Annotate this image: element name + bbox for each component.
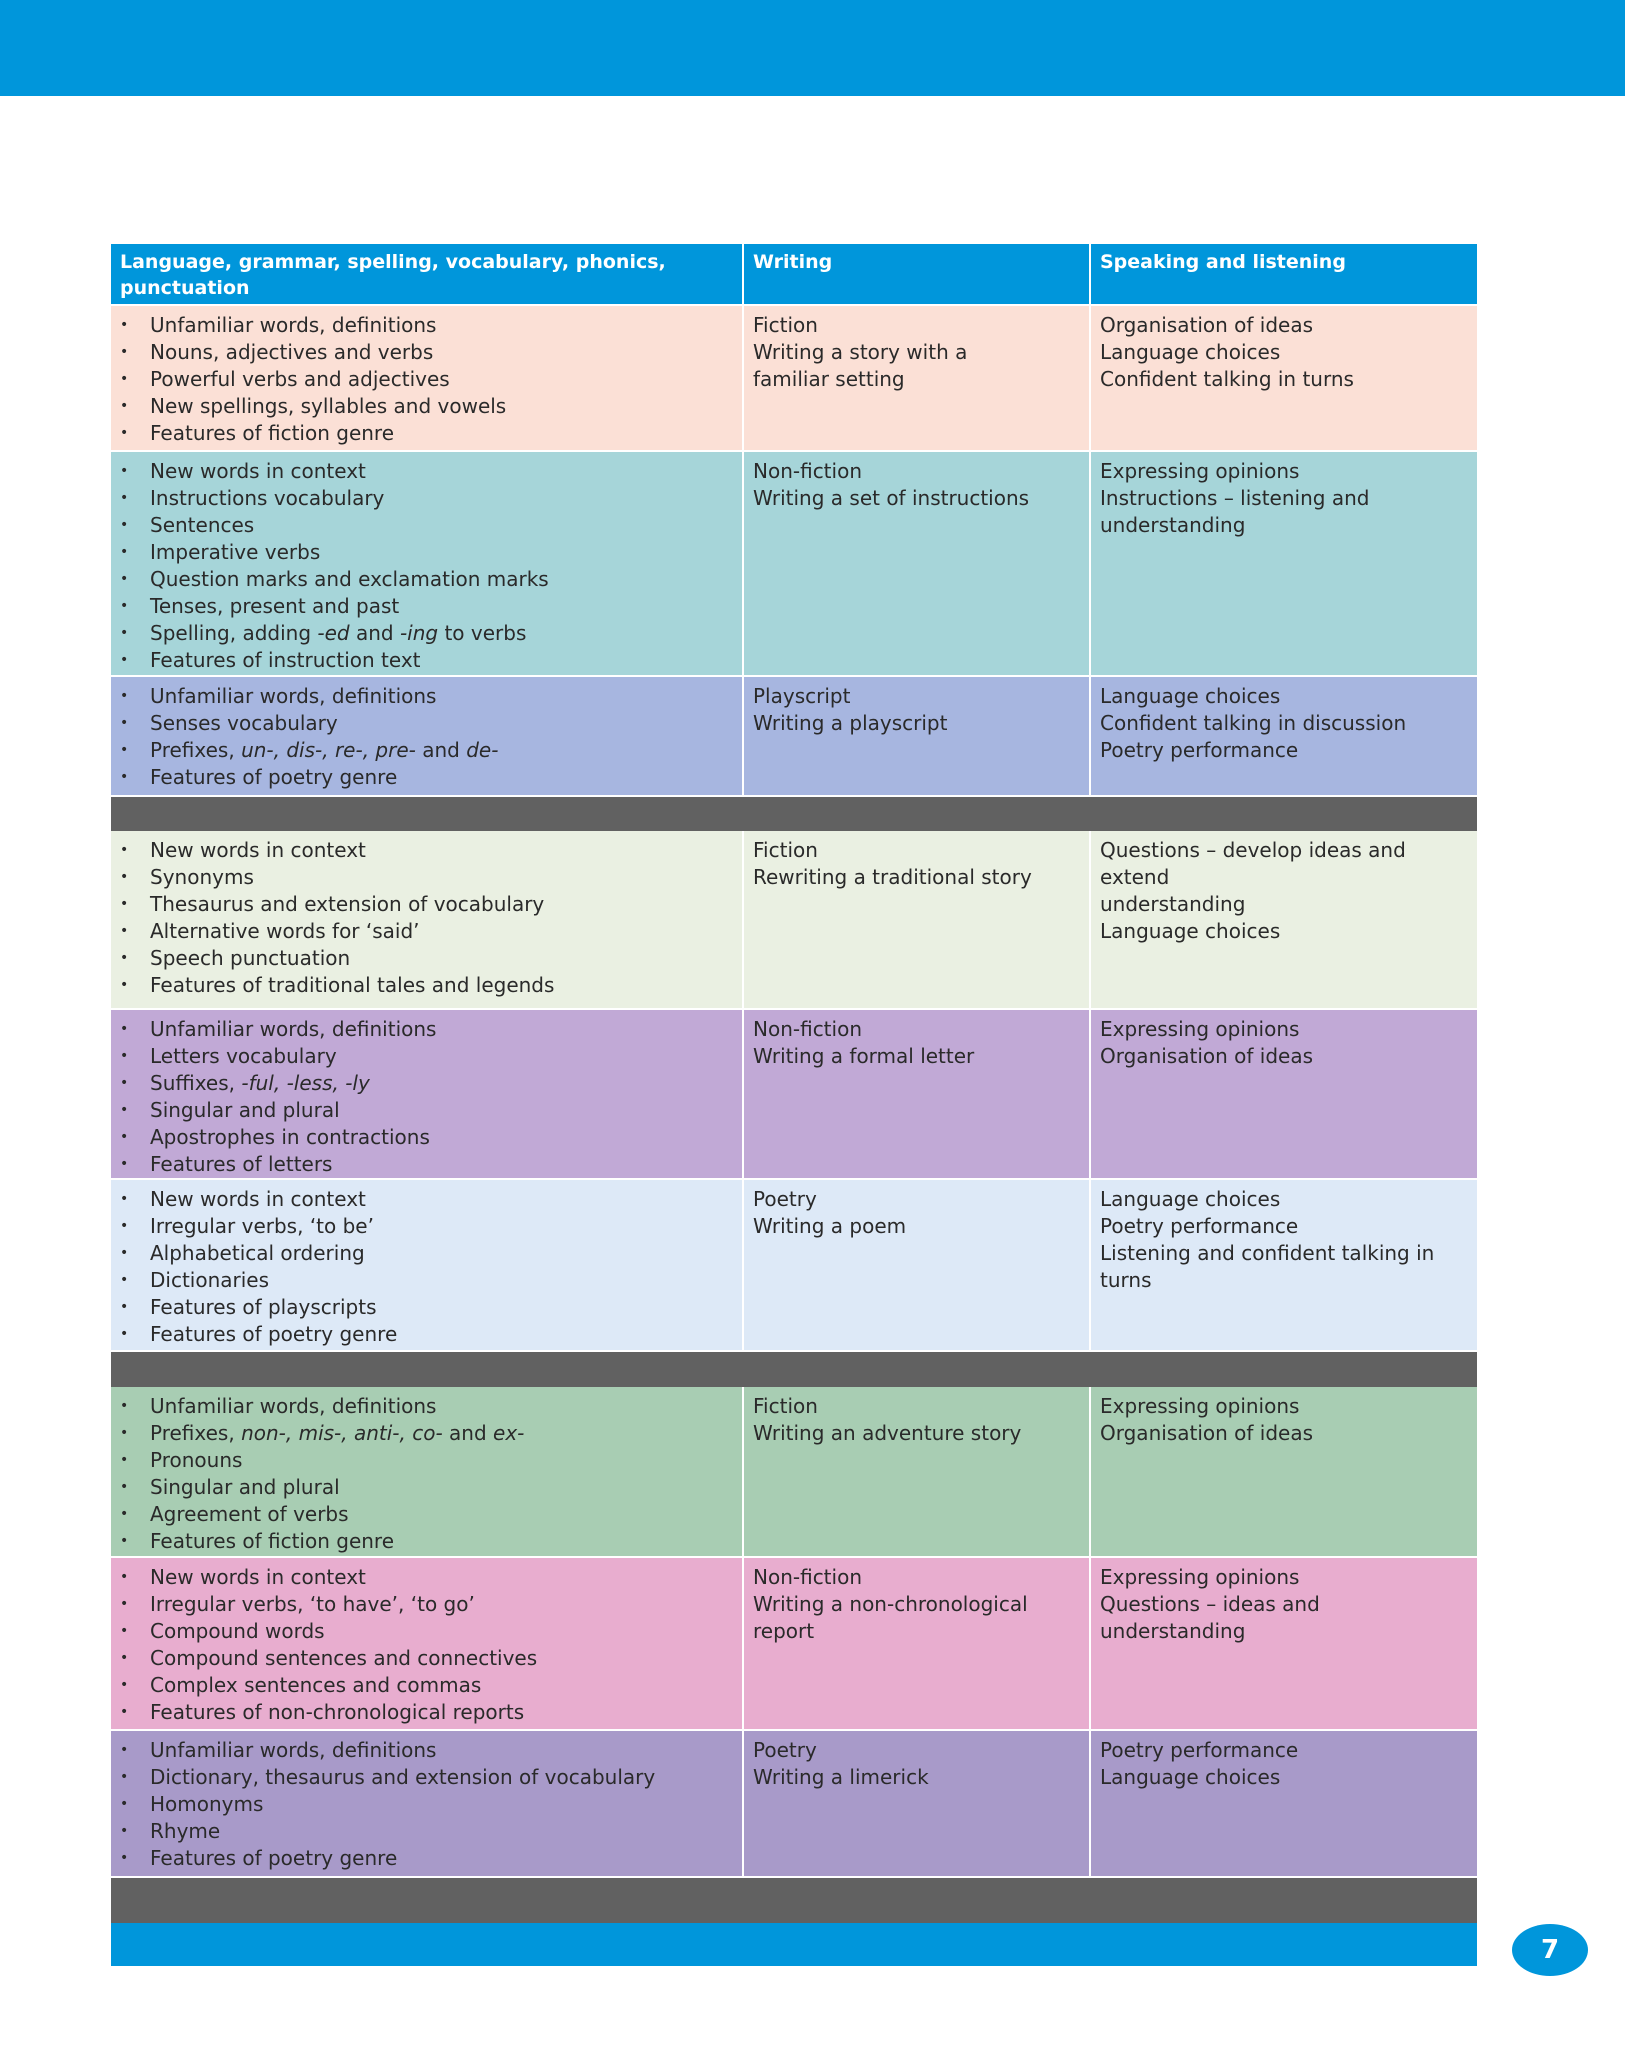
- text-line: turns: [1100, 1268, 1152, 1292]
- language-cell: [111, 1731, 744, 1876]
- text-line: Writing an adventure story: [753, 1421, 1022, 1445]
- text-segment: -ed: [317, 621, 350, 645]
- text-segment: -ful, -less, -ly: [241, 1071, 370, 1095]
- text-line: Expressing opinions: [1100, 1565, 1300, 1589]
- text-line: Language choices: [1100, 1187, 1281, 1211]
- list-item: • Compound sentences and connectives: [120, 1645, 733, 1672]
- text-line: understanding: [1100, 513, 1246, 537]
- text-line: Writing a playscript: [753, 711, 948, 735]
- text-line: Language choices: [1100, 1765, 1281, 1789]
- speaking-cell: [1091, 1731, 1477, 1876]
- table-row: [111, 1387, 1477, 1558]
- text-line: Fiction: [753, 838, 818, 862]
- text-line: Non-fiction: [753, 1565, 862, 1589]
- list-item: • Dictionary, thesaurus and extension of vocabulary: [120, 1764, 733, 1791]
- text-segment: to verbs: [438, 621, 527, 645]
- text-line: Writing a set of instructions: [753, 486, 1030, 510]
- text-line: Playscript: [753, 684, 851, 708]
- list-item: • New words in context: [120, 837, 733, 864]
- text-line: familiar setting: [753, 367, 905, 391]
- language-cell: [111, 306, 744, 450]
- text-line: Organisation of ideas: [1100, 313, 1314, 337]
- text-line: Non-fiction: [753, 1017, 862, 1041]
- list-item: • Homonyms: [120, 1791, 733, 1818]
- table-row: [111, 677, 1477, 797]
- list-item: • Features of fiction genre: [120, 1528, 733, 1555]
- header-language: Language, grammar, spelling, vocabulary, phonics, punctuation: [111, 244, 744, 304]
- text-segment: -ing: [399, 621, 439, 645]
- list-item: • New words in context: [120, 458, 733, 485]
- language-cell: [111, 1558, 744, 1729]
- list-item: • New spellings, syllables and vowels: [120, 393, 733, 420]
- text-line: Expressing opinions: [1100, 1017, 1300, 1041]
- writing-cell: [744, 1010, 1091, 1178]
- text-line: Language choices: [1100, 919, 1281, 943]
- table-row: [111, 1731, 1477, 1878]
- list-item: • Question marks and exclamation marks: [120, 566, 733, 593]
- list-item: • Apostrophes in contractions: [120, 1124, 733, 1151]
- top-banner: [0, 0, 1625, 96]
- text-segment: and: [442, 1421, 494, 1445]
- list-item: [120, 737, 733, 764]
- list-item: • Features of poetry genre: [120, 1845, 733, 1872]
- list-item: • Features of non-chronological reports: [120, 1699, 733, 1726]
- speaking-cell: [1091, 677, 1477, 795]
- speaking-cell: [1091, 306, 1477, 450]
- section-divider: [111, 1878, 1477, 1923]
- table-header: [111, 244, 1477, 306]
- text-line: Poetry performance: [1100, 1738, 1299, 1762]
- list-item: • Tenses, present and past: [120, 593, 733, 620]
- speaking-cell: [1091, 831, 1477, 1008]
- list-item: • Features of fiction genre: [120, 420, 733, 447]
- text-line: understanding: [1100, 892, 1246, 916]
- writing-cell: [744, 677, 1091, 795]
- speaking-cell: [1091, 1010, 1477, 1178]
- list-item: • Alternative words for ‘said’: [120, 918, 733, 945]
- text-line: Confident talking in discussion: [1100, 711, 1407, 735]
- list-item: • Sentences: [120, 512, 733, 539]
- list-item: • Agreement of verbs: [120, 1501, 733, 1528]
- text-line: Writing a formal letter: [753, 1044, 975, 1068]
- list-item: • Nouns, adjectives and verbs: [120, 339, 733, 366]
- writing-cell: [744, 1558, 1091, 1729]
- writing-cell: [744, 1387, 1091, 1556]
- list-item: [120, 1420, 733, 1447]
- language-cell: [111, 1180, 744, 1350]
- text-line: Rewriting a traditional story: [753, 865, 1032, 889]
- text-line: Non-fiction: [753, 459, 862, 483]
- curriculum-table: [111, 244, 1477, 1923]
- section-divider: [111, 797, 1477, 831]
- list-item: • Synonyms: [120, 864, 733, 891]
- text-line: Writing a poem: [753, 1214, 907, 1238]
- list-item: • Features of instruction text: [120, 647, 733, 674]
- text-line: Writing a non-chronological: [753, 1592, 1028, 1616]
- list-item: • Unfamiliar words, definitions: [120, 1016, 733, 1043]
- text-line: Organisation of ideas: [1100, 1421, 1314, 1445]
- list-item: • Features of traditional tales and legends: [120, 972, 733, 999]
- list-item: • Compound words: [120, 1618, 733, 1645]
- list-item: • Complex sentences and commas: [120, 1672, 733, 1699]
- text-line: Fiction: [753, 1394, 818, 1418]
- text-line: Confident talking in turns: [1100, 367, 1354, 391]
- text-line: Questions – develop ideas and extend: [1100, 838, 1406, 889]
- table-row: [111, 1180, 1477, 1352]
- list-item: • Letters vocabulary: [120, 1043, 733, 1070]
- text-segment: Prefixes,: [150, 738, 242, 762]
- text-line: Writing a story with a: [753, 340, 968, 364]
- speaking-cell: [1091, 452, 1477, 675]
- table-row: [111, 831, 1477, 1010]
- list-item: • Singular and plural: [120, 1097, 733, 1124]
- writing-cell: [744, 831, 1091, 1008]
- text-line: Poetry performance: [1100, 1214, 1299, 1238]
- text-segment: un-, dis-, re-, pre-: [241, 738, 416, 762]
- text-segment: Prefixes,: [150, 1421, 242, 1445]
- list-item: [120, 620, 733, 647]
- list-item: • New words in context: [120, 1564, 733, 1591]
- text-line: Writing a limerick: [753, 1765, 929, 1789]
- list-item: • Unfamiliar words, definitions: [120, 1393, 733, 1420]
- text-line: Expressing opinions: [1100, 459, 1300, 483]
- page-number: 7: [1512, 1924, 1588, 1976]
- text-segment: ex-: [493, 1421, 525, 1445]
- list-item: • Unfamiliar words, definitions: [120, 1737, 733, 1764]
- text-line: Poetry: [753, 1738, 817, 1762]
- writing-cell: [744, 1731, 1091, 1876]
- list-item: • Alphabetical ordering: [120, 1240, 733, 1267]
- language-cell: [111, 1387, 744, 1556]
- text-line: Instructions – listening and: [1100, 486, 1370, 510]
- language-cell: [111, 1010, 744, 1178]
- text-segment: non-, mis-, anti-, co-: [241, 1421, 443, 1445]
- text-line: Expressing opinions: [1100, 1394, 1300, 1418]
- list-item: • New words in context: [120, 1186, 733, 1213]
- list-item: • Dictionaries: [120, 1267, 733, 1294]
- text-segment: Suffixes,: [150, 1071, 242, 1095]
- writing-cell: [744, 1180, 1091, 1350]
- speaking-cell: [1091, 1387, 1477, 1556]
- list-item: • Speech punctuation: [120, 945, 733, 972]
- language-cell: [111, 452, 744, 675]
- table-row: [111, 1010, 1477, 1180]
- writing-cell: [744, 452, 1091, 675]
- list-item: • Pronouns: [120, 1447, 733, 1474]
- bottom-banner: [111, 1923, 1477, 1966]
- header-writing: Writing: [744, 244, 1091, 304]
- list-item: • Instructions vocabulary: [120, 485, 733, 512]
- list-item: • Irregular verbs, ‘to be’: [120, 1213, 733, 1240]
- list-item: • Thesaurus and extension of vocabulary: [120, 891, 733, 918]
- text-line: Listening and confident talking in: [1100, 1241, 1435, 1265]
- list-item: • Rhyme: [120, 1818, 733, 1845]
- table-row: [111, 1558, 1477, 1731]
- list-item: • Features of letters: [120, 1151, 733, 1178]
- language-cell: [111, 831, 744, 1008]
- section-divider: [111, 1352, 1477, 1387]
- list-item: • Singular and plural: [120, 1474, 733, 1501]
- speaking-cell: [1091, 1558, 1477, 1729]
- text-line: Fiction: [753, 313, 818, 337]
- text-segment: de-: [466, 738, 499, 762]
- list-item: • Imperative verbs: [120, 539, 733, 566]
- list-item: • Irregular verbs, ‘to have’, ‘to go’: [120, 1591, 733, 1618]
- table-row: [111, 306, 1477, 452]
- text-line: Poetry performance: [1100, 738, 1299, 762]
- writing-cell: [744, 306, 1091, 450]
- text-segment: and: [349, 621, 400, 645]
- list-item: • Features of playscripts: [120, 1294, 733, 1321]
- text-line: Organisation of ideas: [1100, 1044, 1314, 1068]
- list-item: • Powerful verbs and adjectives: [120, 366, 733, 393]
- list-item: • Senses vocabulary: [120, 710, 733, 737]
- text-line: Questions – ideas and understanding: [1100, 1592, 1320, 1643]
- language-cell: [111, 677, 744, 795]
- list-item: [120, 1070, 733, 1097]
- text-line: Language choices: [1100, 684, 1281, 708]
- text-segment: and: [415, 738, 467, 762]
- list-item: • Features of poetry genre: [120, 764, 733, 791]
- list-item: • Unfamiliar words, definitions: [120, 312, 733, 339]
- text-segment: Spelling, adding: [150, 621, 318, 645]
- table-row: [111, 452, 1477, 677]
- speaking-cell: [1091, 1180, 1477, 1350]
- text-line: Language choices: [1100, 340, 1281, 364]
- text-line: Poetry: [753, 1187, 817, 1211]
- text-line: report: [753, 1619, 815, 1643]
- list-item: • Unfamiliar words, definitions: [120, 683, 733, 710]
- header-speaking: Speaking and listening: [1100, 251, 1346, 273]
- list-item: • Features of poetry genre: [120, 1321, 733, 1348]
